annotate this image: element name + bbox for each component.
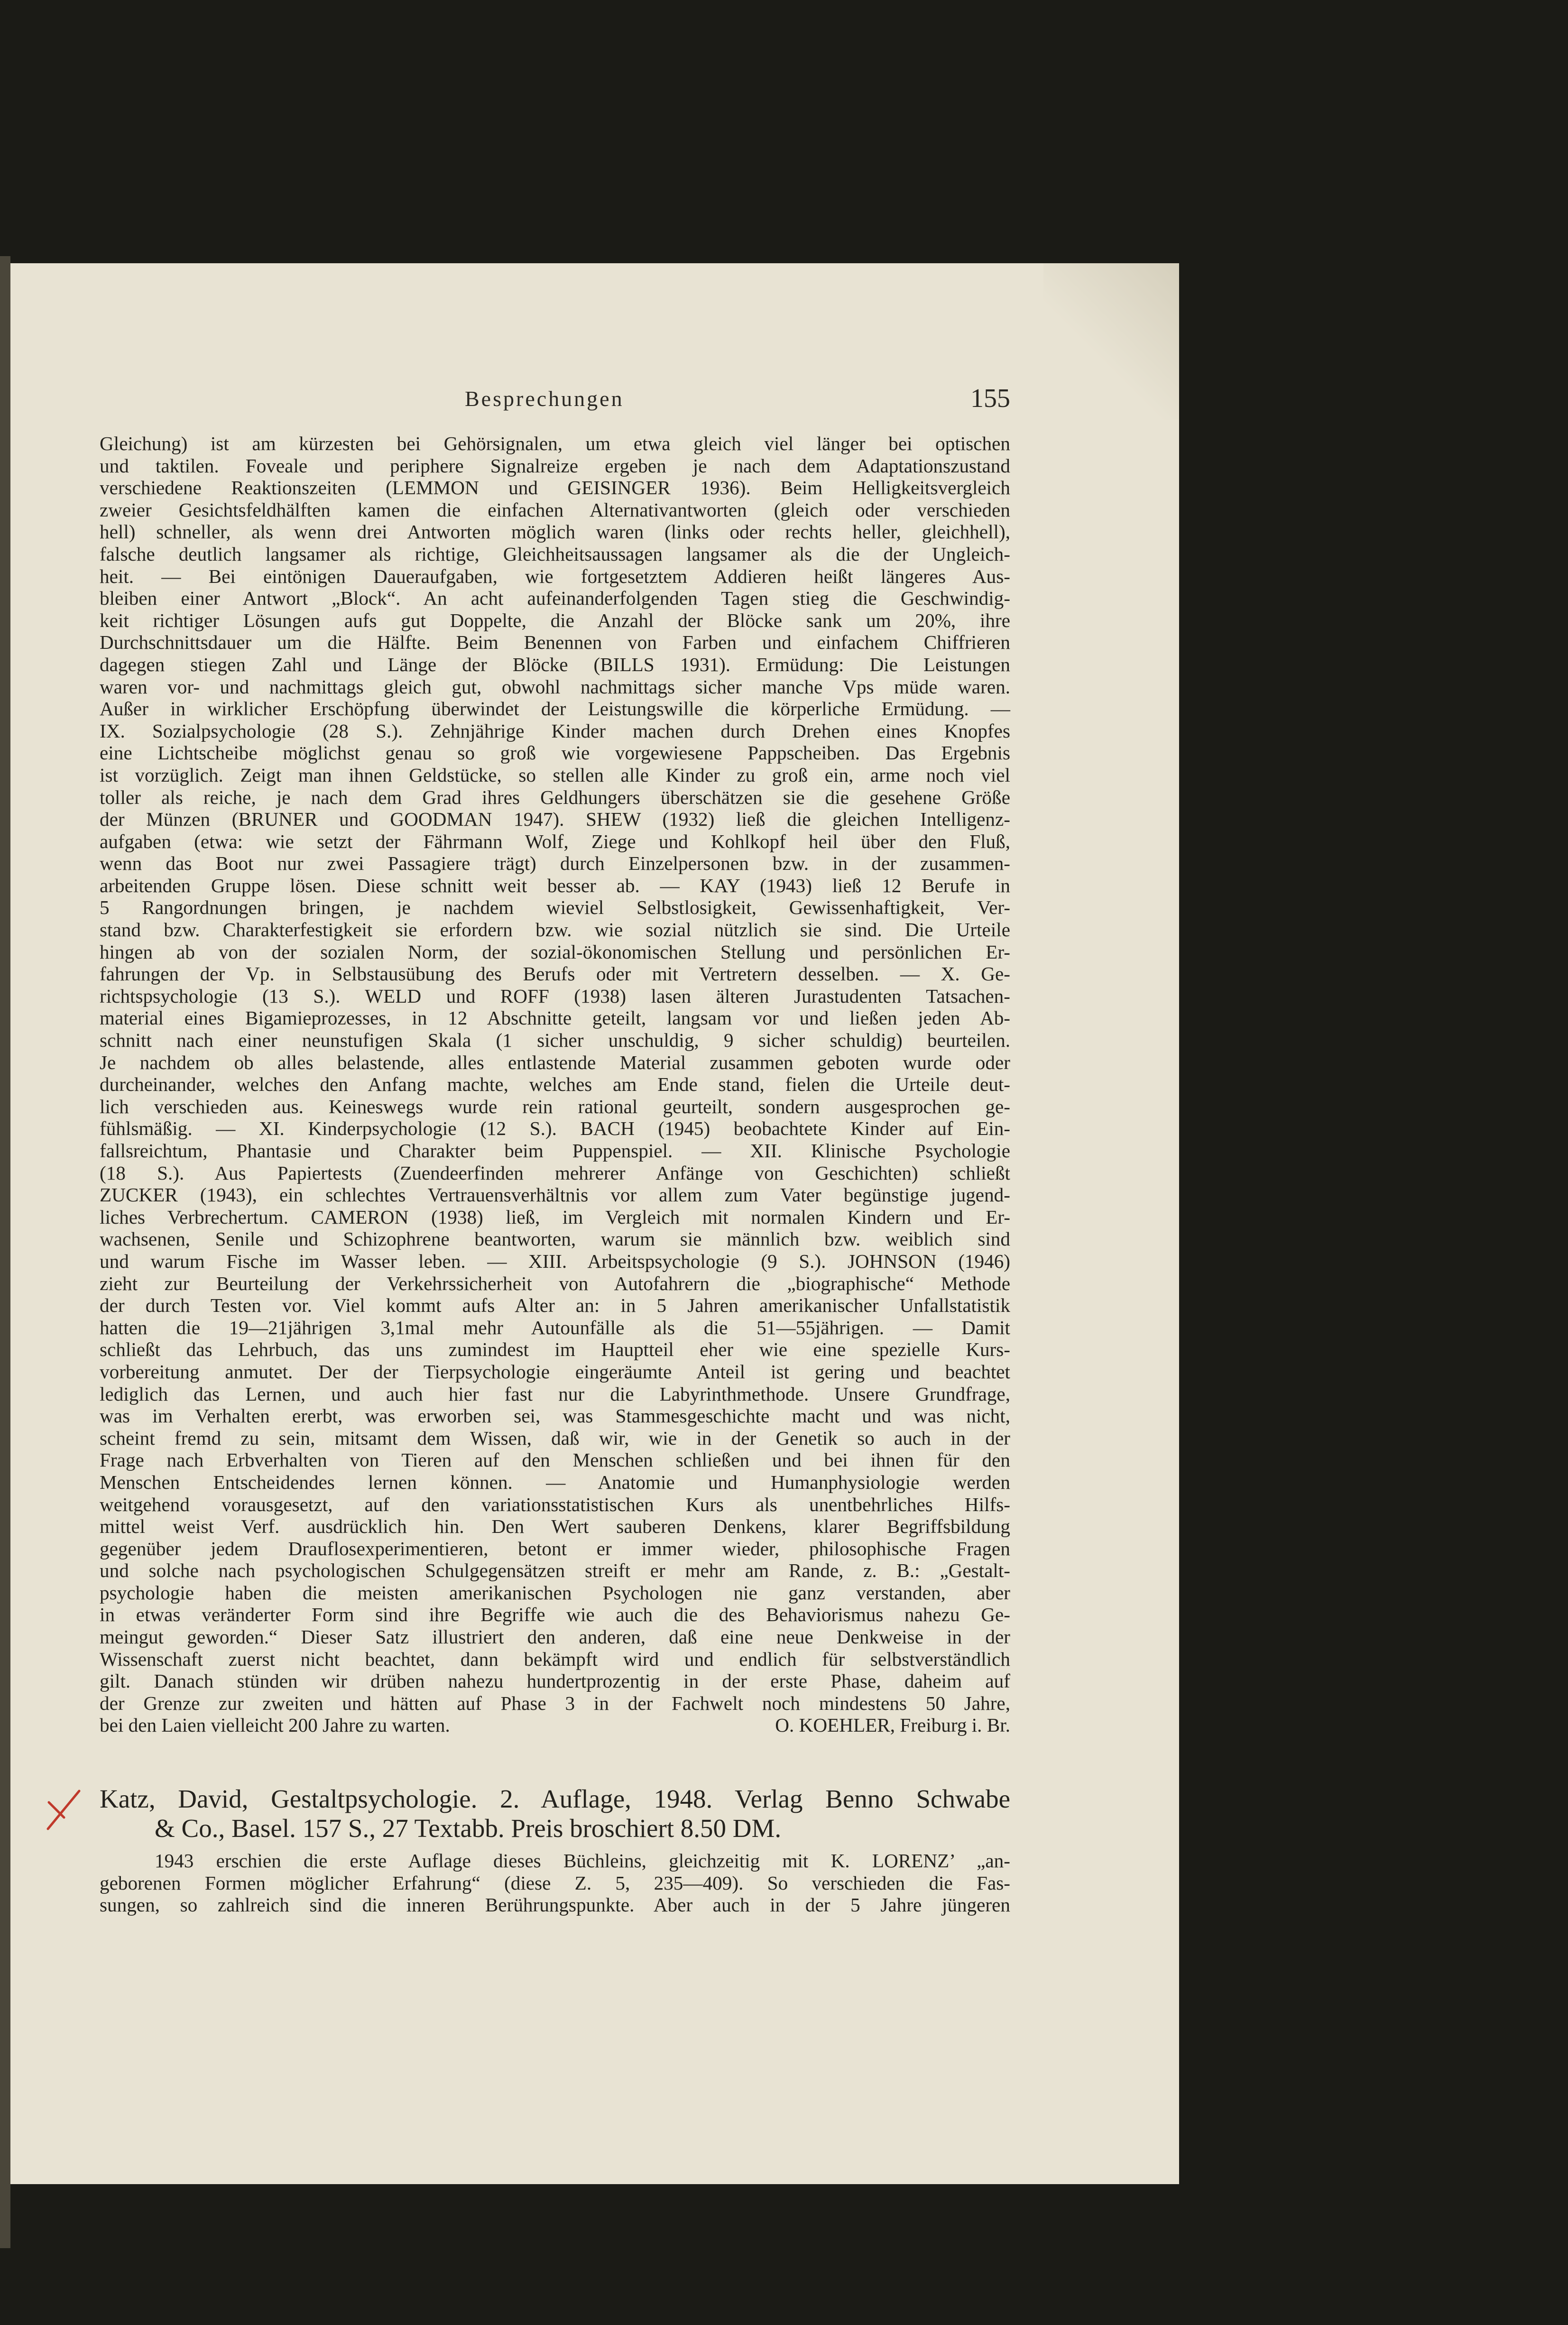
text-line: was im Verhalten ererbt, was erworben sei, was Stammesgeschichte macht und was nicht,	[100, 1405, 1010, 1427]
text-line: meingut geworden.“ Dieser Satz illustriert den anderen, daß eine neue Denkweise in der	[100, 1626, 1010, 1648]
text-line: 5 Rangordnungen bringen, je nachdem wieviel Selbstlosigkeit, Gewissenhaftigkeit, Ver-	[100, 896, 1010, 919]
text-line: Wissenschaft zuerst nicht beachtet, dann bekämpft wird und endlich für selbstverständlich	[100, 1648, 1010, 1670]
text-line: Menschen Entscheidendes lernen können. — Anatomie und Humanphysiologie werden	[100, 1471, 1010, 1493]
text-line: aufgaben (etwa: wie setzt der Fährmann Wolf, Ziege und Kohlkopf heil über den Fluß,	[100, 830, 1010, 852]
text-line: Gleichung) ist am kürzesten bei Gehörsignalen, um etwa gleich viel länger bei optischen	[100, 433, 1010, 454]
text-line: mittel weist Verf. ausdrücklich hin. Den Wert sauberen Denkens, klarer Begriffsbildung	[100, 1515, 1010, 1538]
text-line: verschiedene Reaktionszeiten (LEMMON und GEISINGER 1936). Beim Helligkeitsvergleich	[100, 477, 1010, 499]
text-line: dagegen stiegen Zahl und Länge der Blöcke (BILLS 1931). Ermüdung: Die Leistungen	[100, 653, 1010, 675]
text-line: IX. Sozialpsychologie (28 S.). Zehnjährige Kinder machen durch Drehen eines Knopfes	[100, 720, 1010, 742]
text-line: Frage nach Erbverhalten von Tieren auf den Menschen schließen und bei ihnen für den	[100, 1449, 1010, 1471]
text-line: falsche deutlich langsamer als richtige, Gleichheitsaussagen langsamer als die der Ungleich-	[100, 543, 1010, 565]
text-line: heit. — Bei eintönigen Daueraufgaben, wie fortgesetztem Addieren heißt längeres Aus-	[100, 565, 1010, 587]
text-line: waren vor- und nachmittags gleich gut, obwohl nachmittags sicher manche Vps müde waren.	[100, 675, 1010, 698]
text-line: bei den Laien vielleicht 200 Jahre zu warten.	[100, 1714, 450, 1736]
text-line: in etwas veränderter Form sind ihre Begriffe wie auch die des Behaviorismus nahezu Ge-	[100, 1604, 1010, 1626]
text-line: und solche nach psychologischen Schulgegensätzen streift er mehr am Rande, z. B.: „Gestalt-	[100, 1559, 1010, 1582]
text-line: hatten die 19—21jährigen 3,1mal mehr Autounfälle als die 51—55jährigen. — Damit	[100, 1316, 1010, 1338]
book-review-katz	[100, 1784, 1010, 1916]
review-text-line: sungen, so zahlreich sind die inneren Berührungspunkte. Aber auch in der 5 Jahre jüngeren	[100, 1894, 1010, 1916]
text-line: der Grenze zur zweiten und hätten auf Phase 3 in der Fachwelt noch mindestens 50 Jahre,	[100, 1692, 1010, 1714]
reviewer-signature: O. KOEHLER, Freiburg i. Br.	[775, 1714, 1010, 1736]
text-line: arbeitenden Gruppe lösen. Diese schnitt weit besser ab. — KAY (1943) ließ 12 Berufe in	[100, 874, 1010, 896]
text-line: der durch Testen vor. Viel kommt aufs Alter an: in 5 Jahren amerikanischer Unfallstatistik	[100, 1294, 1010, 1317]
text-line: schnitt nach einer neunstufigen Skala (1 sicher unschuldig, 9 sicher schuldig) beurteilen.	[100, 1029, 1010, 1052]
text-line: psychologie haben die meisten amerikanischen Psychologen nie ganz verstanden, aber	[100, 1581, 1010, 1604]
text-line: wachsenen, Senile und Schizophrene beantworten, warum sie männlich bzw. weiblich sind	[100, 1228, 1010, 1250]
text-line: liches Verbrechertum. CAMERON (1938) ließ, im Vergleich mit normalen Kindern und Er-	[100, 1206, 1010, 1228]
review-heading-line: & Co., Basel. 157 S., 27 Textabb. Preis broschiert 8.50 DM.	[155, 1814, 782, 1843]
handwritten-check-mark	[45, 1788, 83, 1831]
review-heading-line: Katz, David, Gestaltpsychologie. 2. Auflage, 1948. Verlag Benno Schwabe	[100, 1784, 1010, 1813]
adjacent-page-edge	[0, 256, 10, 2248]
text-line: weitgehend vorausgesetzt, auf den variationsstatistischen Kurs als unentbehrliches Hilfs-	[100, 1493, 1010, 1515]
text-line: durcheinander, welches den Anfang machte, welches am Ende stand, fielen die Urteile deut-	[100, 1073, 1010, 1096]
page-header	[100, 383, 1010, 421]
text-line: Je nachdem ob alles belastende, alles entlastende Material zusammen geboten wurde oder	[100, 1051, 1010, 1073]
text-line: Durchschnittsdauer um die Hälfte. Beim Benennen von Farben und einfachem Chiffrieren	[100, 631, 1010, 654]
text-line: der Münzen (BRUNER und GOODMAN 1947). SHEW (1932) ließ die gleichen Intelligenz-	[100, 808, 1010, 830]
review-text-line: 1943 erschien die erste Auflage dieses Büchleins, gleichzeitig mit K. LORENZ’ „an-	[155, 1850, 1010, 1872]
text-line: und taktilen. Foveale und periphere Signalreize ergeben je nach dem Adaptationszustand	[100, 454, 1010, 477]
text-line: gegenüber jedem Drauflosexperimentieren, betont er immer wieder, philosophische Fragen	[100, 1537, 1010, 1559]
text-line: ist vorzüglich. Zeigt man ihnen Geldstücke, so stellen alle Kinder zu groß ein, arme noch viel	[100, 764, 1010, 786]
text-line: material eines Bigamieprozesses, in 12 Abschnitte geteilt, langsam vor und ließen jeden Ab-	[100, 1007, 1010, 1029]
text-line: eine Lichtscheibe möglichst genau so groß wie vorgewiesene Pappscheiben. Das Ergebnis	[100, 742, 1010, 764]
text-line: Außer in wirklicher Erschöpfung überwindet der Leistungswille die körperliche Ermüdung. —	[100, 698, 1010, 720]
text-line: fühlsmäßig. — XI. Kinderpsychologie (12 S.). BACH (1945) beobachtete Kinder auf Ein-	[100, 1117, 1010, 1140]
text-line: richtspsychologie (13 S.). WELD und ROFF (1938) lasen älteren Jurastudenten Tatsachen-	[100, 985, 1010, 1007]
review-body-text	[100, 433, 1010, 1736]
text-line: gilt. Danach stünden wir drüben nahezu hundertprozentig in der erste Phase, daheim auf	[100, 1670, 1010, 1692]
text-line: und warum Fische im Wasser leben. — XIII. Arbeitspsychologie (9 S.). JOHNSON (1946)	[100, 1250, 1010, 1272]
running-head: Besprechungen	[465, 387, 624, 411]
page-number: 155	[970, 384, 1010, 413]
text-line: scheint fremd zu sein, mitsamt dem Wissen, daß wir, wie in der Genetik so auch in der	[100, 1427, 1010, 1449]
text-line: hell) schneller, als wenn drei Antworten möglich waren (links oder rechts heller, gleichhell),	[100, 521, 1010, 543]
text-line: (18 S.). Aus Papiertests (Zuendeerfinden mehrerer Anfänge von Geschichten) schließt	[100, 1162, 1010, 1184]
text-line: lich verschieden aus. Keineswegs wurde rein rational geurteilt, sondern ausgesprochen ge-	[100, 1095, 1010, 1117]
review-text-line: geborenen Formen möglicher Erfahrung“ (diese Z. 5, 235—409). So verschieden die Fas-	[100, 1872, 1010, 1894]
text-line: fahrungen der Vp. in Selbstausübung des Berufs oder mit Vertretern desselben. — X. Ge-	[100, 963, 1010, 985]
text-line: ZUCKER (1943), ein schlechtes Vertrauensverhältnis vor allem zum Vater begünstige jugend-	[100, 1184, 1010, 1206]
text-line: toller als reiche, je nach dem Grad ihres Geldhungers überschätzen sie die gesehene Größe	[100, 786, 1010, 808]
text-line: schließt das Lehrbuch, das uns zumindest im Hauptteil eher wie eine spezielle Kurs-	[100, 1338, 1010, 1361]
text-line: zieht zur Beurteilung der Verkehrssicherheit von Autofahrern die „biographische“ Methode	[100, 1272, 1010, 1294]
text-line: fallsreichtum, Phantasie und Charakter beim Puppenspiel. — XII. Klinische Psychologie	[100, 1140, 1010, 1162]
page-corner-fold	[1043, 263, 1179, 420]
text-line: wenn das Boot nur zwei Passagiere trägt) durch Einzelpersonen bzw. in der zusammen-	[100, 852, 1010, 875]
text-line: bleiben einer Antwort „Block“. An acht aufeinanderfolgenden Tagen stieg die Geschwindig-	[100, 587, 1010, 609]
text-line: stand bzw. Charakterfestigkeit sie erfordern bzw. wie sozial nützlich sie sind. Die Urteile	[100, 919, 1010, 941]
text-line: hingen ab von der sozialen Norm, der sozial-ökonomischen Stellung und persönlichen Er-	[100, 941, 1010, 963]
text-line: vorbereitung anmutet. Der der Tierpsychologie eingeräumte Anteil ist gering und beachtet	[100, 1360, 1010, 1383]
text-line: lediglich das Lernen, und auch hier fast nur die Labyrinthmethode. Unsere Grundfrage,	[100, 1383, 1010, 1405]
text-line: zweier Gesichtsfeldhälften kamen die einfachen Alternativantworten (gleich oder verschieden	[100, 498, 1010, 521]
text-line: keit richtiger Lösungen aufs gut Doppelte, die Anzahl der Blöcke sank um 20%, ihre	[100, 609, 1010, 631]
